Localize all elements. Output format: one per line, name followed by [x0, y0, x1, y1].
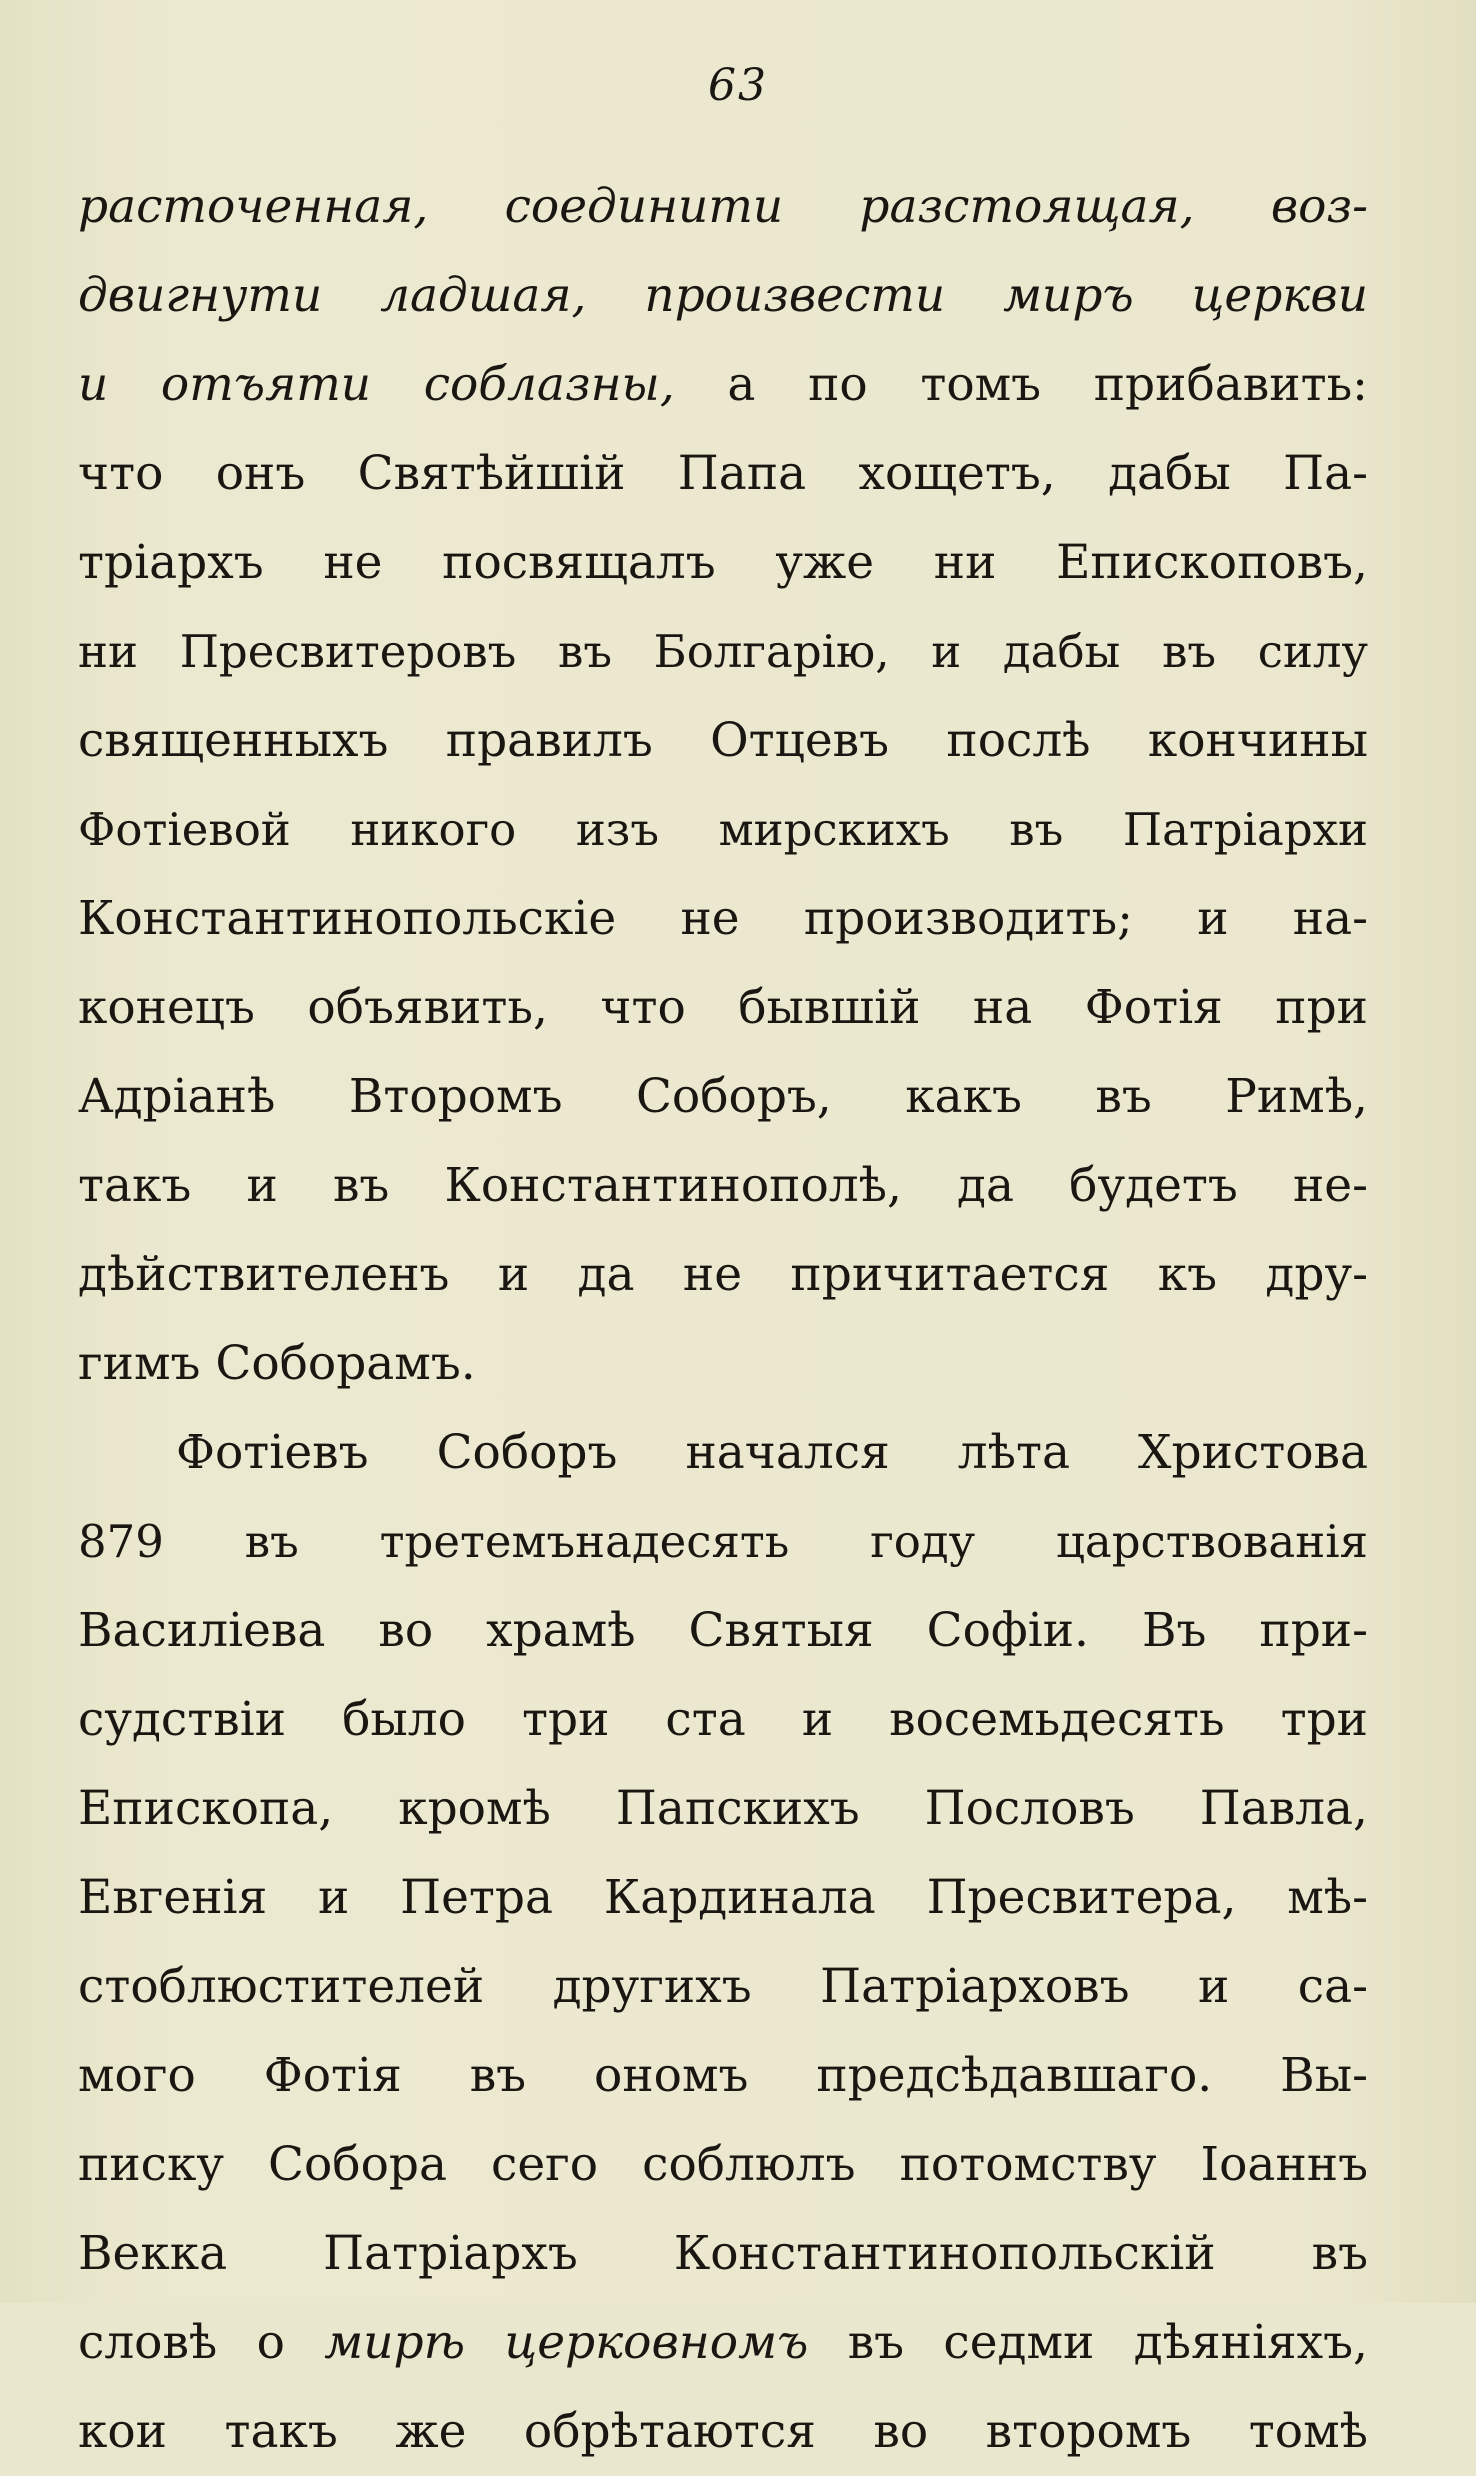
text-segment: гимъ Соборамъ. — [78, 1336, 476, 1391]
text-line — [78, 429, 1368, 518]
text-line — [78, 2387, 1368, 2476]
text-segment: Фотіевой никого изъ мирскихъ въ Патріархи — [78, 803, 1368, 856]
text-segment: ни Пресвитеровъ въ Болгарію, и дабы въ силу — [78, 625, 1368, 678]
text-segment: Константинопольскіе не производить; и на- — [78, 891, 1368, 946]
text-segment: расточенная, соединити разстоящая, воз- — [78, 179, 1368, 234]
text-segment: Василіева во храмѣ Святыя Софіи. Въ при- — [78, 1603, 1368, 1658]
text-segment: двигнути ладшая, произвести миръ церкви — [78, 268, 1368, 323]
text-segment: Адріанѣ Второмъ Соборъ, какъ въ Римѣ, — [78, 1069, 1368, 1124]
text-segment: судствіи было три ста и восемьдесять три — [78, 1692, 1368, 1747]
text-segment: словѣ о — [78, 2315, 325, 2370]
text-line — [78, 2120, 1368, 2209]
text-line — [78, 1230, 1368, 1319]
text-segment: конецъ объявить, что бывшій на Фотія при — [78, 980, 1368, 1035]
text-line — [78, 1586, 1368, 1675]
text-segment: 879 въ третемънадесять году царствованія — [78, 1515, 1368, 1568]
text-line — [78, 2031, 1368, 2120]
text-line — [78, 1319, 1368, 1408]
text-segment: Евгенія и Петра Кардинала Пресвитера, мѣ- — [78, 1870, 1368, 1925]
text-segment: мого Фотія въ ономъ предсѣдавшаго. Вы- — [78, 2048, 1368, 2103]
text-line — [78, 1942, 1368, 2031]
text-segment: писку Собора сего соблюлъ потомству Іоаннъ — [78, 2137, 1368, 2192]
text-line — [78, 518, 1368, 607]
text-segment: Епископа, кромѣ Папскихъ Пословъ Павла, — [78, 1781, 1368, 1836]
text-line — [78, 874, 1368, 963]
text-line — [78, 2298, 1368, 2387]
text-segment: стоблюстителей другихъ Патріарховъ и са- — [78, 1959, 1368, 2014]
text-segment: что онъ Святѣйшій Папа хощетъ, дабы Па- — [78, 446, 1368, 501]
text-line — [78, 1052, 1368, 1141]
text-segment: священныхъ правилъ Отцевъ послѣ кончины — [78, 713, 1368, 768]
text-line — [78, 2209, 1368, 2298]
text-segment: мирѣ церковномъ — [324, 2315, 809, 2370]
text-line — [78, 1764, 1368, 1853]
text-line — [78, 340, 1368, 429]
text-line — [78, 1141, 1368, 1230]
text-line — [78, 1408, 1368, 1497]
text-line — [78, 1853, 1368, 1942]
text-segment: въ седми дѣяніяхъ, — [808, 2315, 1369, 2370]
text-segment: такъ и въ Константинополѣ, да будетъ не- — [78, 1158, 1368, 1213]
text-segment: Векка Патріархъ Константинопольскій въ — [78, 2226, 1368, 2281]
text-segment: Фотіевъ Соборъ начался лѣта Христова — [176, 1425, 1368, 1480]
text-line — [78, 785, 1368, 874]
page-number: 63 — [708, 60, 768, 111]
text-segment: а по томъ прибавить: — [727, 357, 1368, 412]
text-segment: кои такъ же обрѣтаются во второмъ томѣ — [78, 2404, 1368, 2459]
body-text — [78, 162, 1368, 2476]
text-line — [78, 251, 1368, 340]
text-line — [78, 963, 1368, 1052]
text-segment: и отъяти соблазны, — [78, 357, 728, 412]
text-line — [78, 1497, 1368, 1586]
text-line — [78, 607, 1368, 696]
text-segment: дѣйствителенъ и да не причитается къ дру- — [78, 1247, 1368, 1302]
text-line — [78, 696, 1368, 785]
text-segment: тріархъ не посвящалъ уже ни Епископовъ, — [78, 535, 1368, 590]
text-line — [78, 162, 1368, 251]
text-line — [78, 1675, 1368, 1764]
